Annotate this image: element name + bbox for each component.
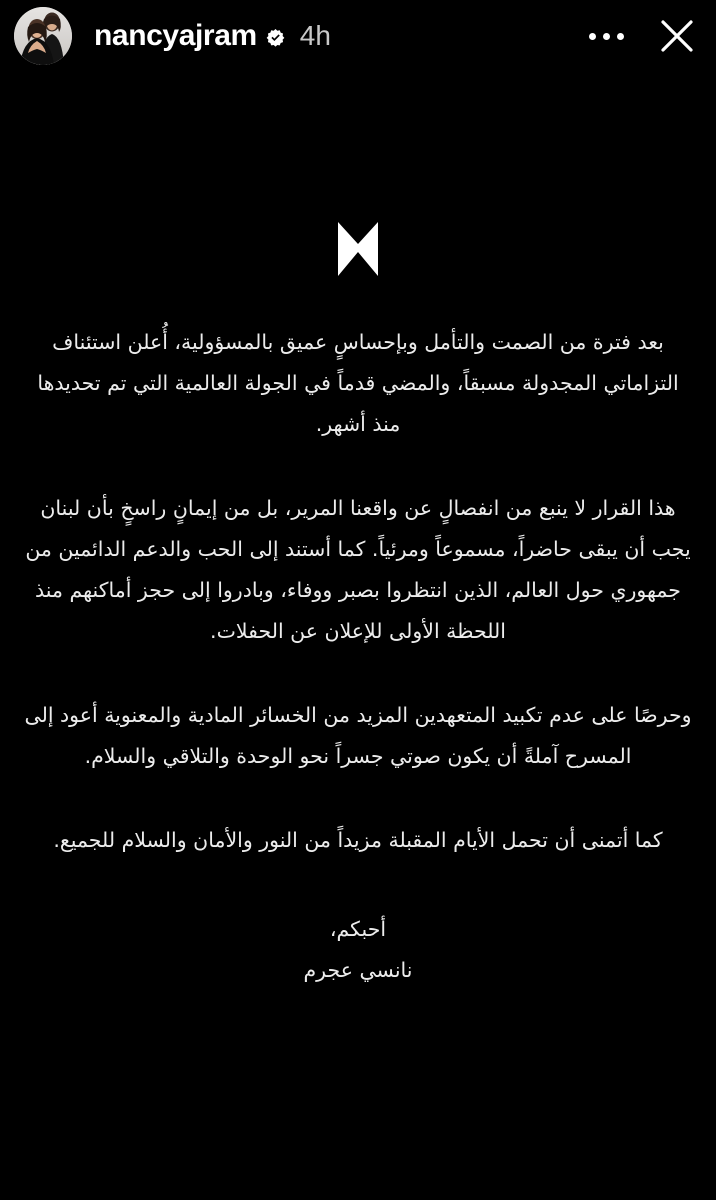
profile-avatar-image xyxy=(14,7,72,65)
nancy-ajram-monogram-logo-icon xyxy=(336,222,380,276)
avatar[interactable] xyxy=(14,7,72,65)
statement-paragraph: هذا القرار لا ينبع من انفصالٍ عن واقعنا المرير، بل من إيمانٍ راسخٍ بأن لبنان يجب أن يبقى حاضراً، مسموعاً ومرئياً. كما أستند إلى الحب والدعم الدائمين من جمهوري حول العالم، الذين انتظروا بصبر ووفاء، وبادروا إلى حجز أماكنهم منذ اللحظة الأولى للإعلان عن الحفلات. xyxy=(25,496,691,643)
close-icon[interactable] xyxy=(658,17,696,55)
story-statement-text xyxy=(0,322,716,991)
verified-badge-icon xyxy=(266,28,285,47)
more-options-icon[interactable] xyxy=(583,23,630,50)
username[interactable]: nancyajram xyxy=(94,19,257,52)
more-dot xyxy=(603,33,610,40)
story-header xyxy=(0,0,716,72)
signoff-line: أحبكم، xyxy=(329,917,387,941)
signature-block xyxy=(22,909,694,991)
statement-paragraph: بعد فترة من الصمت والتأمل وبإحساسٍ عميق بالمسؤولية، أُعلن استئناف التزاماتي المجدولة مسبقاً، والمضي قدماً في الجولة العالمية التي تم تحديدها منذ أشهر. xyxy=(37,330,679,436)
statement-paragraph: وحرصًا على عدم تكبيد المتعهدين المزيد من الخسائر المادية والمعنوية أعود إلى المسرح آملةً أن يكون صوتي جسراً نحو الوحدة والتلاقي والسلام. xyxy=(24,703,692,768)
signature-name: نانسي عجرم xyxy=(303,958,413,982)
more-dot xyxy=(617,33,624,40)
more-dot xyxy=(589,33,596,40)
timestamp: 4h xyxy=(299,20,331,51)
statement-paragraph: كما أتمنى أن تحمل الأيام المقبلة مزيداً من النور والأمان والسلام للجميع. xyxy=(53,828,663,852)
